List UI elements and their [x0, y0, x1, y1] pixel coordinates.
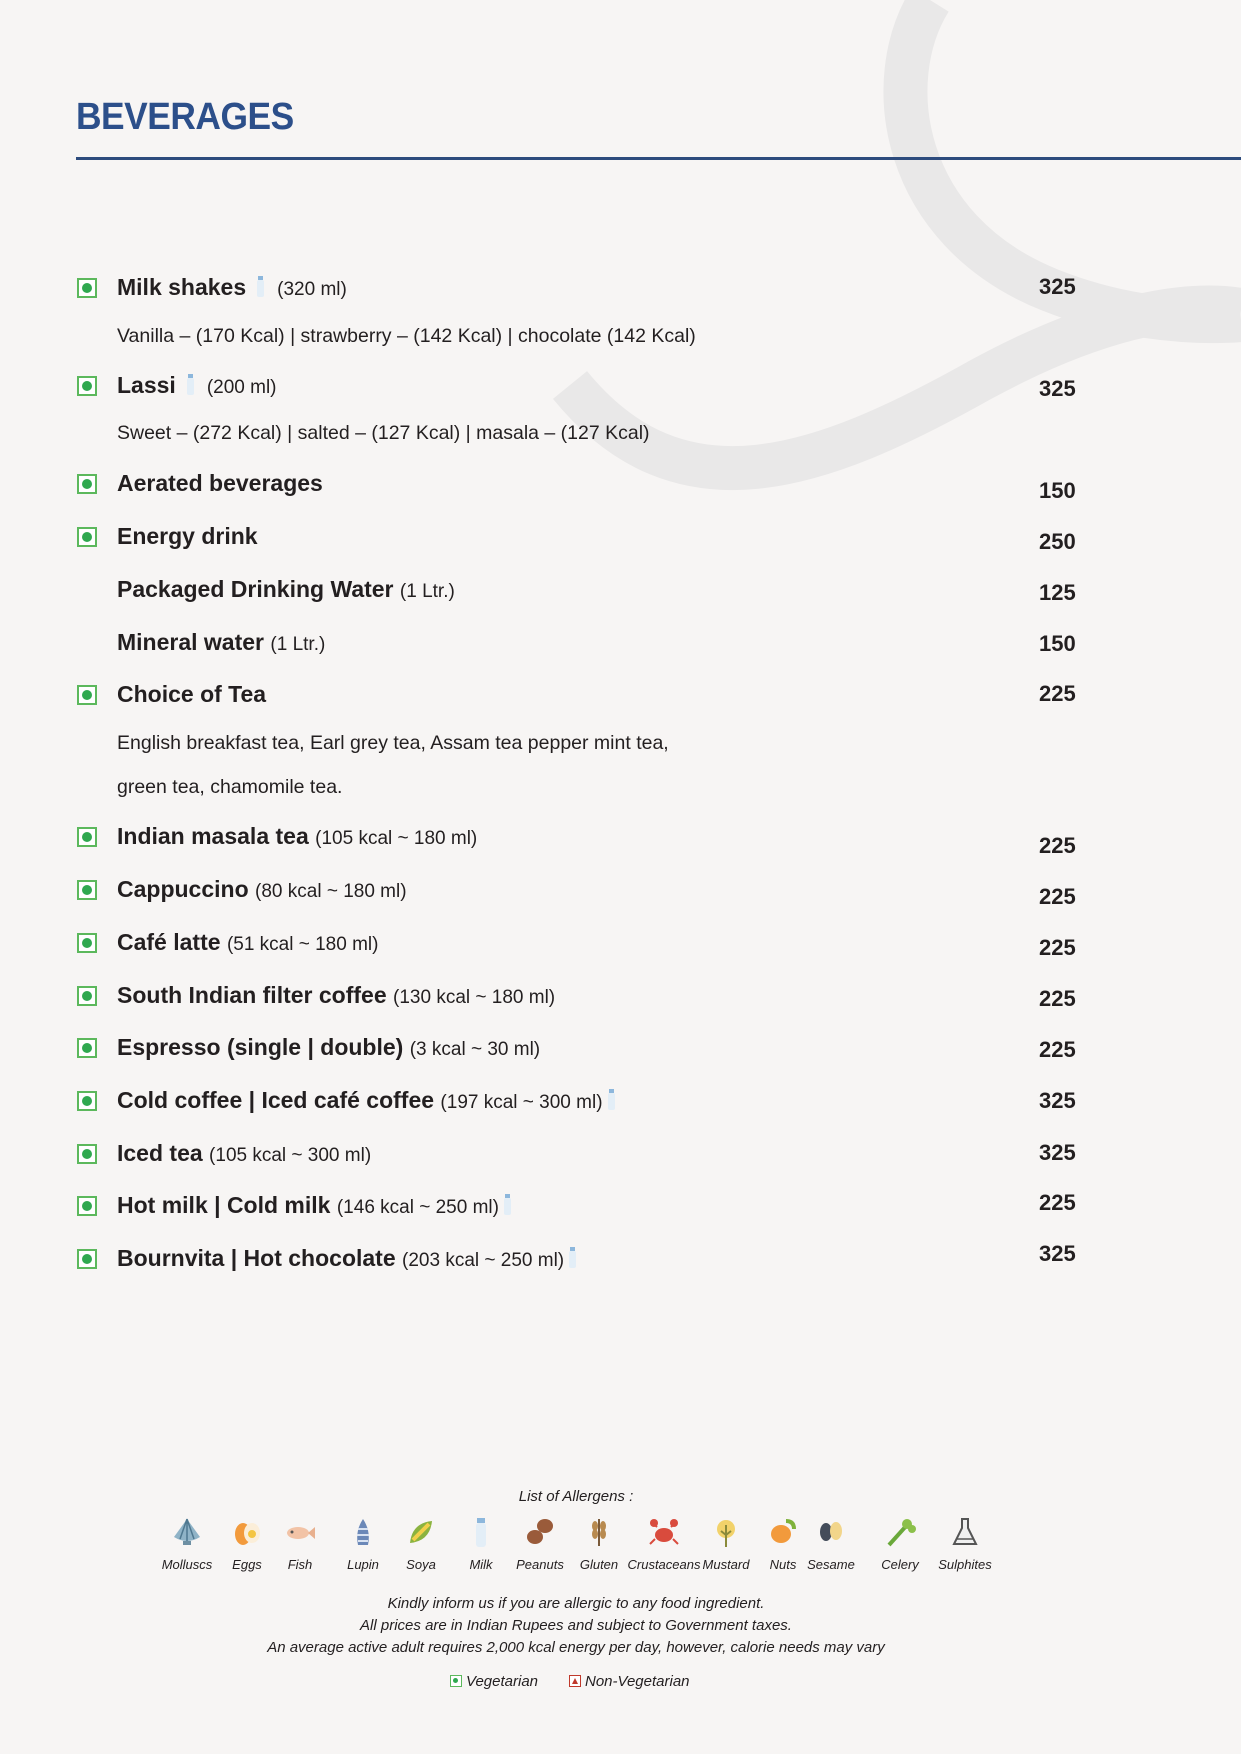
- menu-item: [0, 1241, 1241, 1285]
- legend-non-vegetarian: [569, 1673, 690, 1690]
- allergen-label: Sesame: [807, 1557, 855, 1572]
- soya-icon: [404, 1515, 438, 1549]
- item-name: Cappuccino: [117, 876, 249, 902]
- milk-bottle-icon: [503, 1194, 512, 1216]
- item-detail: (80 kcal ~ 180 ml): [255, 881, 407, 902]
- menu-item: [0, 681, 1241, 721]
- item-detail: (3 kcal ~ 30 ml): [409, 1039, 541, 1060]
- item-price: 225: [1039, 935, 1076, 960]
- veg-icon: [77, 1091, 97, 1111]
- item-detail: (197 kcal ~ 300 ml): [440, 1092, 603, 1113]
- non-veg-icon: [569, 1675, 581, 1687]
- legend-label: Non-Vegetarian: [585, 1673, 690, 1690]
- veg-icon: [77, 685, 97, 705]
- sesame-icon: [814, 1515, 848, 1549]
- menu-item: [0, 929, 1241, 969]
- item-price: 225: [1039, 986, 1076, 1011]
- celery-icon: [883, 1515, 917, 1549]
- page-title: BEVERAGES: [76, 96, 294, 138]
- item-name: South Indian filter coffee: [117, 982, 387, 1008]
- note-line: Kindly inform us if you are allergic to any food ingredient.: [387, 1595, 765, 1612]
- item-detail: (203 kcal ~ 250 ml): [402, 1250, 565, 1271]
- menu-item: [0, 876, 1241, 916]
- menu-item: [0, 823, 1241, 863]
- item-name: Hot milk | Cold milk: [117, 1192, 331, 1218]
- item-name: Espresso (single | double): [117, 1034, 404, 1060]
- item-detail: (1 Ltr.): [270, 634, 326, 655]
- veg-icon: [77, 278, 97, 298]
- menu-item: [0, 523, 1241, 563]
- allergen-label: Fish: [287, 1557, 313, 1572]
- item-price: 325: [1039, 1241, 1076, 1266]
- veg-icon: [450, 1675, 462, 1687]
- item-price: 225: [1039, 1190, 1076, 1215]
- item-detail: (51 kcal ~ 180 ml): [226, 934, 379, 955]
- egg-icon: [230, 1515, 264, 1549]
- wheat-icon: [582, 1515, 616, 1549]
- allergen-label: Molluscs: [161, 1557, 213, 1572]
- milk-bottle-icon: [256, 276, 265, 298]
- item-name: Mineral water: [117, 629, 264, 655]
- title-divider: [76, 157, 1241, 160]
- allergen-label: Nuts: [769, 1557, 797, 1572]
- veg-icon: [77, 527, 97, 547]
- allergen-label: Crustaceans: [627, 1557, 701, 1572]
- allergen-label: Peanuts: [516, 1557, 564, 1572]
- veg-icon: [77, 986, 97, 1006]
- peanut-icon: [523, 1515, 557, 1549]
- lupin-icon: [346, 1515, 380, 1549]
- item-description: Sweet – (272 Kcal) | salted – (127 Kcal) | masala – (127 Kcal): [117, 422, 650, 444]
- allergen-label: Soya: [406, 1557, 436, 1572]
- item-price: 125: [1039, 580, 1076, 605]
- allergen-label: Celery: [881, 1557, 919, 1572]
- item-detail: (200 ml): [206, 377, 277, 398]
- allergen-label: Lupin: [347, 1557, 379, 1572]
- veg-icon: [77, 827, 97, 847]
- note-line: All prices are in Indian Rupees and subject to Government taxes.: [360, 1617, 792, 1634]
- allergen-label: Mustard: [702, 1557, 750, 1572]
- item-price: 150: [1039, 478, 1076, 503]
- allergen-label: Sulphites: [938, 1557, 992, 1572]
- allergen-label: Milk: [469, 1557, 493, 1572]
- item-description: English breakfast tea, Earl grey tea, Assam tea pepper mint tea,: [117, 732, 669, 754]
- flask-icon: [948, 1515, 982, 1549]
- item-price: 150: [1039, 631, 1076, 656]
- item-detail: (146 kcal ~ 250 ml): [336, 1197, 499, 1218]
- allergen-item: [791, 1515, 871, 1572]
- item-price: 325: [1039, 376, 1076, 401]
- menu-item: [0, 982, 1241, 1022]
- menu-item: [0, 1192, 1241, 1232]
- menu-item: [0, 372, 1241, 412]
- item-price: 225: [1039, 681, 1076, 706]
- veg-icon: [77, 1196, 97, 1216]
- item-name: Cold coffee | Iced café coffee: [117, 1087, 435, 1113]
- item-price: 225: [1039, 884, 1076, 909]
- item-detail: (1 Ltr.): [399, 581, 455, 602]
- crab-icon: [647, 1515, 681, 1549]
- menu-item: [0, 1087, 1241, 1127]
- allergen-item: [925, 1515, 1005, 1572]
- item-detail: (320 ml): [277, 279, 347, 300]
- milk-bottle-icon: [607, 1089, 616, 1111]
- veg-icon: [77, 376, 97, 396]
- menu-item: [0, 274, 1241, 314]
- item-detail: (105 kcal ~ 180 ml): [315, 828, 478, 849]
- menu-item: [0, 1140, 1241, 1180]
- item-description: Vanilla – (170 Kcal) | strawberry – (142 Kcal) | chocolate (142 Kcal): [117, 325, 696, 347]
- item-price: 325: [1039, 1088, 1076, 1113]
- veg-icon: [77, 933, 97, 953]
- item-price: 225: [1039, 833, 1076, 858]
- item-name: Milk shakes: [117, 274, 247, 300]
- veg-icon: [77, 880, 97, 900]
- item-name: Lassi: [117, 372, 176, 398]
- item-name: Iced tea: [117, 1140, 203, 1166]
- item-name: Energy drink: [117, 523, 258, 549]
- allergen-list-title: List of Allergens :: [518, 1488, 634, 1505]
- veg-icon: [77, 1249, 97, 1269]
- note-line: An average active adult requires 2,000 kcal energy per day, however, calorie needs may vary: [267, 1639, 885, 1656]
- menu-item: [0, 470, 1241, 510]
- mustard-icon: [709, 1515, 743, 1549]
- veg-icon: [77, 1144, 97, 1164]
- item-name: Aerated beverages: [117, 470, 323, 496]
- item-name: Bournvita | Hot chocolate: [117, 1245, 396, 1271]
- item-detail: (130 kcal ~ 180 ml): [393, 987, 556, 1008]
- item-name: Packaged Drinking Water: [117, 576, 394, 602]
- footer-notes: [0, 1593, 1152, 1659]
- item-price: 325: [1039, 1140, 1076, 1165]
- veg-icon: [77, 1038, 97, 1058]
- menu-item: [0, 629, 1241, 669]
- menu-item: [0, 1034, 1241, 1074]
- milk-bottle-icon: [186, 374, 195, 396]
- shell-icon: [170, 1515, 204, 1549]
- item-name: Choice of Tea: [117, 681, 267, 707]
- item-name: Indian masala tea: [117, 823, 309, 849]
- legend-vegetarian: [450, 1673, 538, 1690]
- fish-icon: [283, 1515, 317, 1549]
- item-detail: (105 kcal ~ 300 ml): [209, 1145, 372, 1166]
- veg-icon: [77, 474, 97, 494]
- legend-label: Vegetarian: [466, 1673, 538, 1690]
- item-price: 325: [1039, 274, 1076, 299]
- item-price: 250: [1039, 529, 1076, 554]
- item-price: 225: [1039, 1037, 1076, 1062]
- item-description: green tea, chamomile tea.: [117, 776, 343, 798]
- allergen-label: Gluten: [579, 1557, 619, 1572]
- milk-bottle-icon: [568, 1247, 577, 1269]
- allergen-label: Eggs: [232, 1557, 262, 1572]
- menu-item: [0, 576, 1241, 616]
- milk-bottle-icon: [464, 1515, 498, 1549]
- item-name: Café latte: [117, 929, 221, 955]
